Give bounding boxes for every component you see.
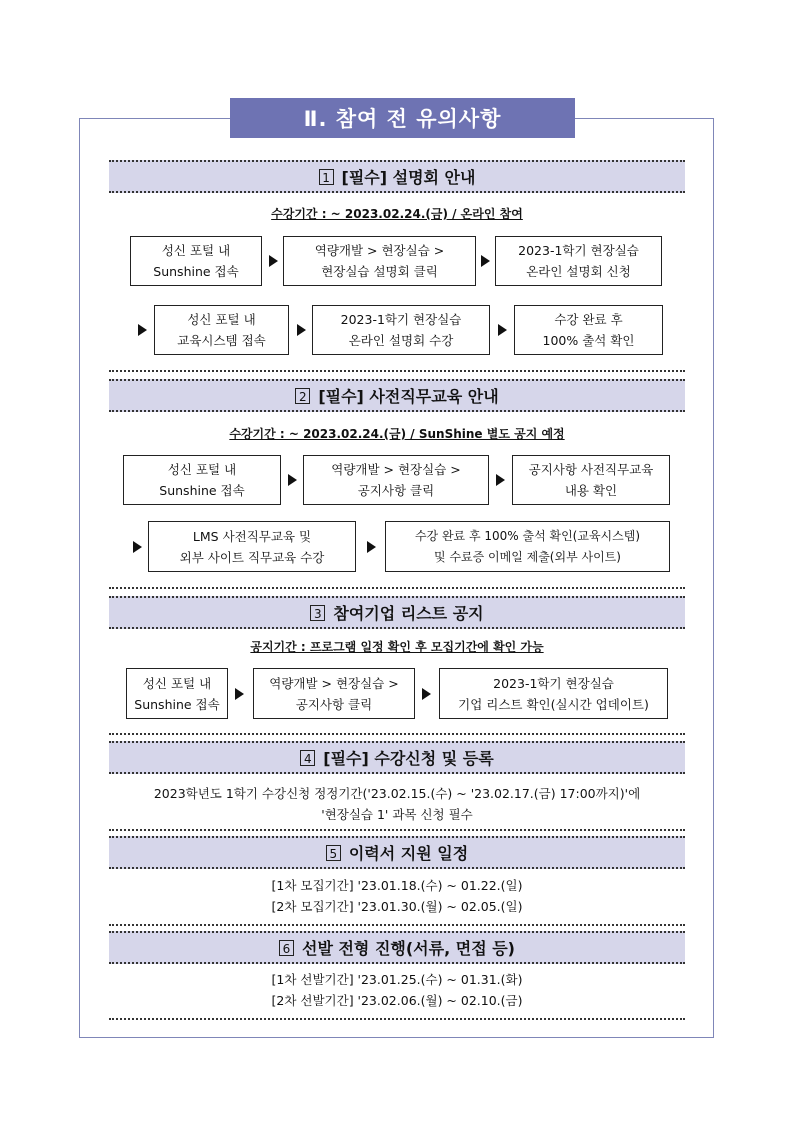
flow-step — [385, 521, 670, 572]
section-5-number: 5 — [326, 845, 341, 861]
step-line: 온라인 설명회 신청 — [526, 264, 631, 279]
step-line: 기업 리스트 확인(실시간 업데이트) — [458, 696, 649, 712]
flow-step — [154, 305, 289, 355]
flow-step — [148, 521, 356, 572]
step-line: 역량개발 > 현장실습 > — [314, 243, 445, 258]
flow-step — [130, 236, 262, 286]
step-line: 역량개발 > 현장실습 > — [331, 462, 461, 477]
step-line: 성신 포털 내 — [161, 243, 231, 258]
section-3-title: 참여기업 리스트 공지 — [333, 604, 484, 623]
section-6-title: 선발 전형 진행(서류, 면접 등) — [301, 939, 515, 958]
section-6-number: 6 — [279, 940, 294, 956]
section-1-period: 수강기간 : ~ 2023.02.24.(금) / 온라인 참여 — [271, 207, 523, 221]
step-line: 2023-1학기 현장실습 — [340, 312, 462, 327]
section-4-header — [109, 741, 685, 774]
section-6-text: [1차 선발기간] '23.01.25.(수) ~ 01.31.(화) — [271, 972, 523, 987]
step-line: Sunshine 접속 — [153, 264, 239, 279]
step-line: LMS 사전직무교육 및 — [192, 528, 312, 544]
step-line: Sunshine 접속 — [159, 483, 245, 498]
section-1-title: [필수] 설명회 안내 — [341, 168, 476, 187]
section-2-header — [109, 379, 685, 412]
step-line: 온라인 설명회 수강 — [348, 333, 454, 348]
dotted-divider — [109, 1018, 685, 1020]
step-line: 수강 완료 후 100% 출석 확인(교육시스템) — [414, 528, 641, 543]
arrow-right-icon — [269, 255, 278, 267]
flow-step — [495, 236, 662, 286]
step-line: 공지사항 클릭 — [357, 483, 435, 498]
section-5-text: [1차 모집기간] '23.01.18.(수) ~ 01.22.(일) — [271, 878, 523, 893]
step-line: 수강 완료 후 — [554, 312, 623, 327]
section-3-period: 공지기간 : 프로그램 일정 확인 후 모집기간에 확인 가능 — [250, 640, 544, 654]
step-line: 공지사항 클릭 — [295, 696, 373, 712]
flow-step — [514, 305, 663, 355]
arrow-right-icon — [235, 688, 244, 700]
section-2-period: 수강기간 : ~ 2023.02.24.(금) / SunShine 별도 공지 예정 — [229, 427, 565, 441]
dotted-divider — [109, 587, 685, 589]
section-3-number: 3 — [310, 605, 325, 621]
section-6-header — [109, 931, 685, 964]
flow-step — [439, 668, 668, 719]
section-1-header — [109, 160, 685, 193]
flow-step — [283, 236, 476, 286]
dotted-divider — [109, 924, 685, 926]
dotted-divider — [109, 733, 685, 735]
step-line: 외부 사이트 직무교육 수강 — [179, 549, 325, 565]
section-4-text: 2023학년도 1학기 수강신청 정정기간('23.02.15.(수) ~ '23.02.17.(금) 17:00까지)'에 — [153, 786, 641, 801]
section-4-text: '현장실습 1' 과목 신청 필수 — [321, 807, 473, 822]
arrow-right-icon — [288, 474, 297, 486]
step-line: 및 수료증 이메일 제출(외부 사이트) — [434, 549, 621, 564]
section-5-title: 이력서 지원 일정 — [348, 844, 469, 863]
step-line: 공지사항 사전직무교육 — [528, 462, 654, 477]
flow-step — [512, 455, 670, 505]
step-line: 내용 확인 — [564, 483, 618, 498]
arrow-right-icon — [498, 324, 507, 336]
step-line: 성신 포털 내 — [142, 675, 212, 691]
arrow-right-icon — [297, 324, 306, 336]
dotted-divider — [109, 370, 685, 372]
step-line: 성신 포털 내 — [187, 312, 256, 327]
section-6-text: [2차 선발기간] '23.02.06.(월) ~ 02.10.(금) — [271, 993, 523, 1008]
step-line: 성신 포털 내 — [167, 462, 237, 477]
flow-step — [303, 455, 489, 505]
page-title: Ⅱ. 참여 전 유의사항 — [230, 98, 575, 138]
flow-step — [253, 668, 415, 719]
arrow-right-icon — [481, 255, 490, 267]
flow-step — [126, 668, 228, 719]
arrow-right-icon — [367, 541, 376, 553]
step-line: 100% 출석 확인 — [542, 333, 635, 348]
arrow-right-icon — [496, 474, 505, 486]
step-line: 교육시스템 접속 — [177, 333, 266, 348]
step-line: 현장실습 설명회 클릭 — [321, 264, 438, 279]
arrow-right-icon — [138, 324, 147, 336]
section-3-header — [109, 596, 685, 629]
section-1-number: 1 — [319, 169, 334, 185]
section-2-title: [필수] 사전직무교육 안내 — [318, 387, 499, 406]
arrow-right-icon — [133, 541, 142, 553]
step-line: Sunshine 접속 — [134, 696, 220, 712]
section-4-number: 4 — [300, 750, 315, 766]
section-2-number: 2 — [295, 388, 310, 404]
section-5-header — [109, 836, 685, 869]
dotted-divider — [109, 829, 685, 831]
step-line: 2023-1학기 현장실습 — [493, 675, 614, 691]
step-line: 역량개발 > 현장실습 > — [269, 675, 399, 691]
section-5-text: [2차 모집기간] '23.01.30.(월) ~ 02.05.(일) — [271, 899, 523, 914]
step-line: 2023-1학기 현장실습 — [518, 243, 639, 258]
flow-step — [312, 305, 490, 355]
flow-step — [123, 455, 281, 505]
arrow-right-icon — [422, 688, 431, 700]
section-4-title: [필수] 수강신청 및 등록 — [323, 749, 494, 768]
